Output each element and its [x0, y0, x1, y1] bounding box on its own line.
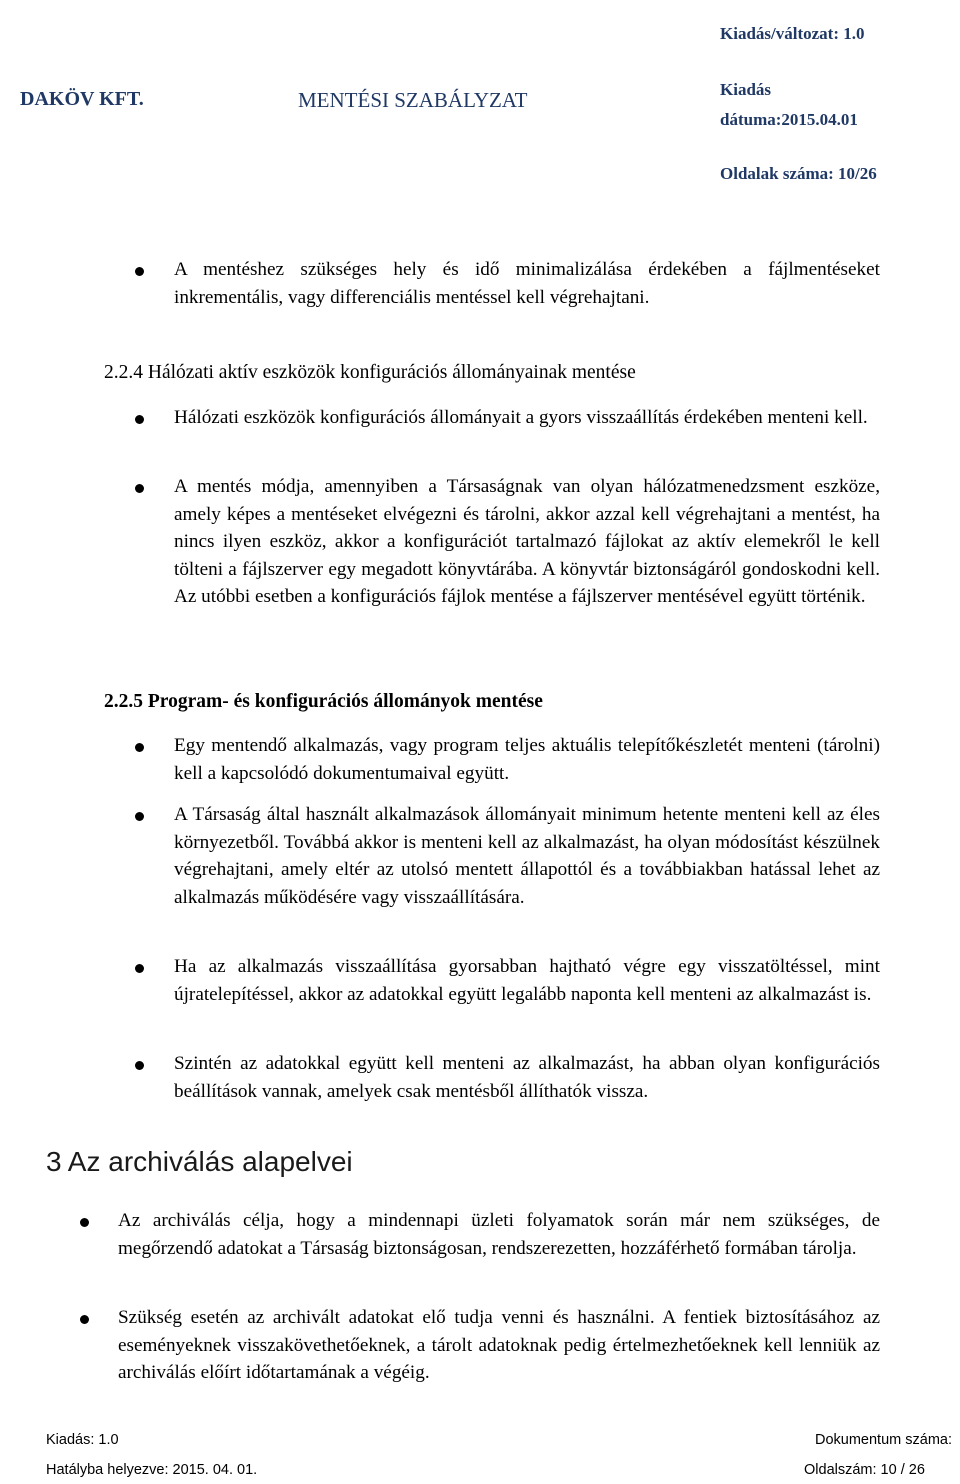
bullet-item: Egy mentendő alkalmazás, vagy program teljes aktuális telepítőkészletét menteni (tárolni) kell a kapcsolódó dokumentumaival együtt.	[174, 735, 880, 784]
bullet-dot	[135, 415, 144, 424]
bullet-dot	[80, 1218, 89, 1227]
bullet-item: Hálózati eszközök konfigurációs állományait a gyors visszaállítás érdekében menteni kell.	[174, 407, 868, 428]
bullet-dot	[135, 1061, 144, 1070]
issue-label: Kiadás	[720, 80, 772, 99]
chapter-heading: 3 Az archiválás alapelvei	[46, 1146, 353, 1177]
bullet-dot	[135, 812, 144, 821]
company-name: DAKÖV KFT.	[20, 88, 144, 110]
page-header	[0, 0, 960, 210]
footer-issue: Kiadás: 1.0	[46, 1432, 119, 1448]
footer-doc-number-label: Dokumentum száma:	[815, 1432, 952, 1448]
bullet-dot	[80, 1315, 89, 1324]
document-title: MENTÉSI SZABÁLYZAT	[298, 88, 528, 112]
bullet-dot	[135, 964, 144, 973]
bullet-item: Az archiválás célja, hogy a mindennapi üzleti folyamatok során már nem szükséges, de megőrzendő adatokat a Társaság biztonságosan, rendszerezetten, hozzáférhető formában tárolja.	[118, 1210, 880, 1259]
bullet-item: Szintén az adatokkal együtt kell menteni az alkalmazást, ha abban olyan konfigurációs beállítások vannak, amelyek csak mentésből állíthatók vissza.	[174, 1053, 880, 1102]
bullet-dot	[135, 743, 144, 752]
section-heading-224: 2.2.4 Hálózati aktív eszközök konfigurációs állományainak mentése	[104, 362, 636, 383]
bullet-item: Szükség esetén az archivált adatokat elő tudja venni és használni. A fentiek biztosításához az eseményeknek visszakövethetőeknek, a tárolt adatoknak pedig értelmezhetőeknek kell lenniük az archiválás előírt időtartamának a végéig.	[118, 1307, 880, 1384]
version-label: Kiadás/változat: 1.0	[720, 24, 865, 43]
page-count: Oldalak száma: 10/26	[720, 164, 877, 183]
footer-page-number: Oldalszám: 10 / 26	[804, 1462, 925, 1478]
bullet-item: A mentéshez szükséges hely és idő minimalizálása érdekében a fájlmentéseket inkrementális, vagy differenciális mentéssel kell végrehajtani.	[174, 259, 880, 308]
issue-date: dátuma:2015.04.01	[720, 110, 858, 129]
bullet-item: Ha az alkalmazás visszaállítása gyorsabban hajtható végre egy visszatöltéssel, mint újratelepítéssel, akkor az adatokkal együtt legalább naponta kell menteni az alkalmazást is.	[174, 956, 880, 1005]
bullet-item: A mentés módja, amennyiben a Társaságnak van olyan hálózatmenedzsment eszköze, amely képes a mentéseket elvégezni és tárolni, akkor azzal kell végrehajtani a mentést, ha nincs ilyen eszköz, akkor a konfigurációt tartalmazó fájlokat az aktív elemekről le kell tölteni a fájlszerver egy megadott könyvtárába. A könyvtár biztonságáról gondoskodni kell. Az utóbbi esetben a konfigurációs fájlok mentése a fájlszerver mentésével együtt történik.	[174, 476, 880, 608]
bullet-dot	[135, 484, 144, 493]
section-heading-225: 2.2.5 Program- és konfigurációs állományok mentése	[104, 691, 543, 712]
bullet-dot	[135, 267, 144, 276]
footer-effective-date: Hatályba helyezve: 2015. 04. 01.	[46, 1462, 258, 1478]
bullet-item: A Társaság által használt alkalmazások állományait minimum hetente menteni kell az éles környezetből. Továbbá akkor is menteni kell az alkalmazást, ha olyan módosítást készülnek végrehajtani, amely eltér az utolsó mentett állapottól és a továbbiakban hatással lehet az alkalmazás működésére vagy visszaállítására.	[174, 804, 880, 908]
